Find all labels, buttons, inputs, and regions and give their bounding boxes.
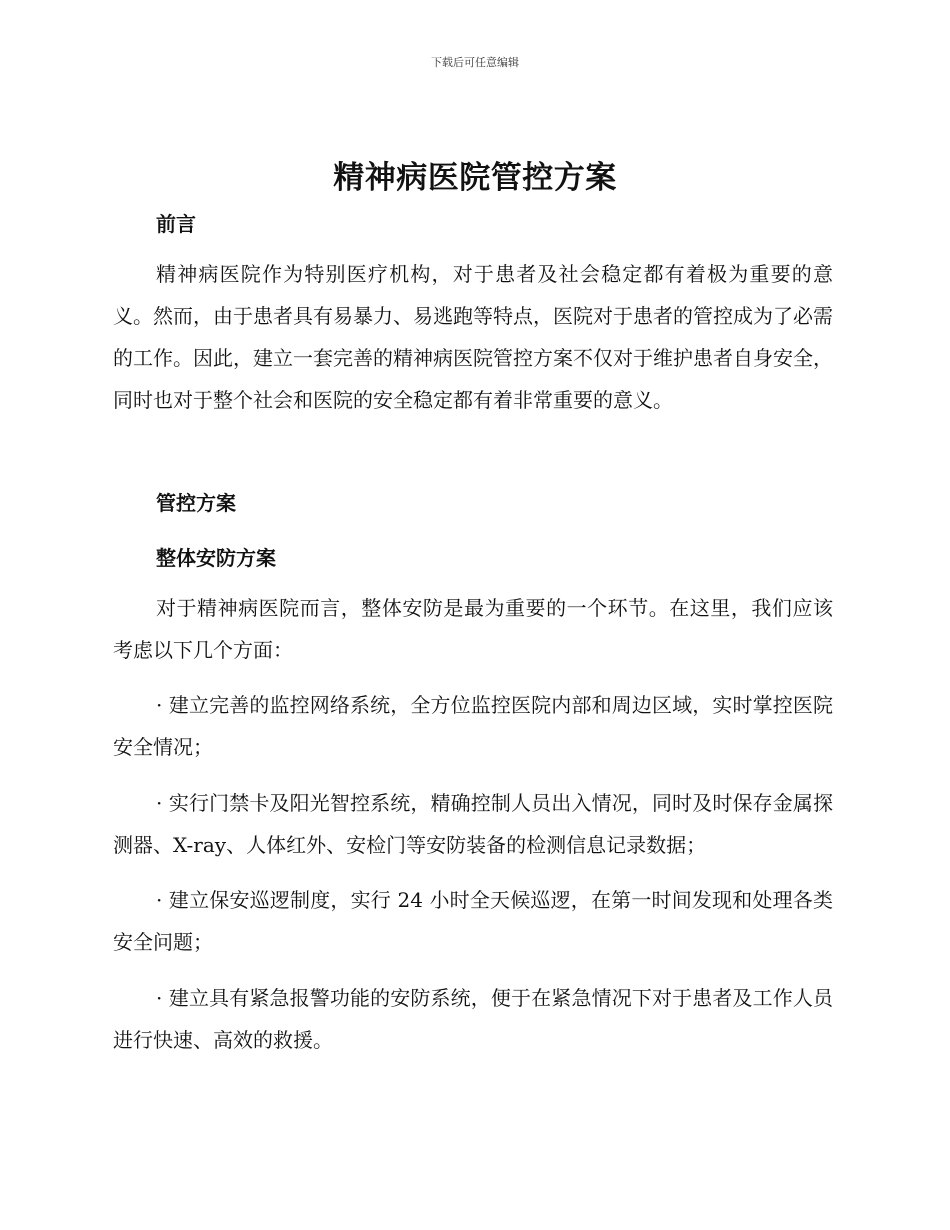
section-heading-security-plan: 整体安防方案	[156, 546, 276, 570]
page-header-note: 下载后可任意编辑	[431, 56, 519, 69]
bullet-item-emergency-alarm: · 建立具有紧急报警功能的安防系统，便于在紧急情况下对于患者及工作人员进行快速、高效的救援。	[113, 986, 833, 1052]
bullet-item-patrol: · 建立保安巡逻制度，实行 24 小时全天候巡逻，在第一时间发现和处理各类安全问题；	[113, 888, 833, 954]
section-heading-control-plan: 管控方案	[156, 491, 236, 515]
bullet-item-access-control: · 实行门禁卡及阳光智控系统，精确控制人员出入情况，同时及时保存金属探测器、X-ray、人体红外、安检门等安防装备的检测信息记录数据；	[113, 791, 833, 857]
section-heading-preface: 前言	[156, 212, 196, 236]
bullet-item-monitoring: · 建立完善的监控网络系统，全方位监控医院内部和周边区域，实时掌控医院安全情况；	[113, 693, 833, 759]
preface-paragraph: 精神病医院作为特别医疗机构，对于患者及社会稳定都有着极为重要的意义。然而，由于患者具有易暴力、易逃跑等特点，医院对于患者的管控成为了必需的工作。因此，建立一套完善的精神病医院管控方案不仅对于维护患者自身安全，同时也对于整个社会和医院的安全稳定都有着非常重要的意义。	[113, 262, 833, 412]
security-intro-paragraph: 对于精神病医院而言，整体安防是最为重要的一个环节。在这里，我们应该考虑以下几个方面：	[113, 596, 833, 662]
document-title: 精神病医院管控方案	[333, 160, 617, 196]
